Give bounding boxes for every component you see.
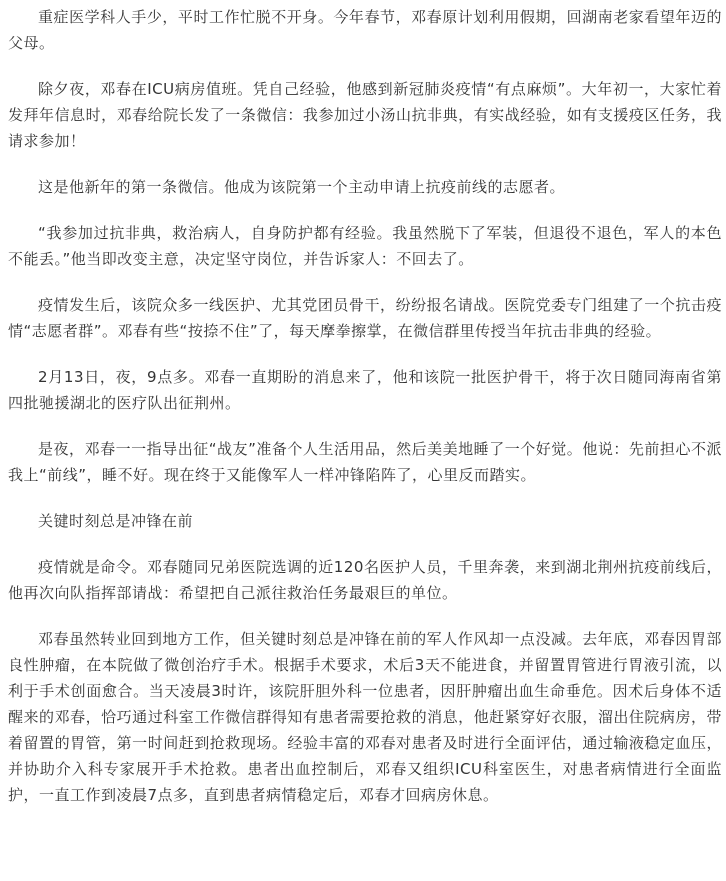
article-paragraph: 这是他新年的第一条微信。他成为该院第一个主动申请上抗疫前线的志愿者。: [38, 178, 566, 196]
article-paragraph: 邓春虽然转业回到地方工作，但关键时刻总是冲锋在前的军人作风却一点没减。去年底，邓春因胃部良性肿瘤，在本院做了微创治疗手术。根据手术要求，术后3天不能进食，并留置胃管进行胃液引流，以利于手术创面愈合。当天凌晨3时许，该院肝胆外科一位患者，因肝肿瘤出血生命垂危。因术后身体不适醒来的邓春，恰巧通过科室工作微信群得知有患者需要抢救的消息，他赶紧穿好衣服，溜出住院病房，带着留置的胃管，第一时间赶到抢救现场。经验丰富的邓春对患者及时进行全面评估，通过输液稳定血压，并协助介入科专家展开手术抢救。患者出血控制后，邓春又组织ICU科室医生，对患者病情进行全面监护，一直工作到凌晨7点多，直到患者病情稳定后，邓春才回病房休息。: [8, 630, 722, 804]
article-paragraph: 除夕夜，邓春在ICU病房值班。凭自己经验，他感到新冠肺炎疫情“有点麻烦”。大年初一，大家忙着发拜年信息时，邓春给院长发了一条微信：我参加过小汤山抗非典，有实战经验，如有支援疫区任务，我请求参加！: [8, 80, 722, 150]
section-heading: 关键时刻总是冲锋在前: [38, 512, 194, 530]
article-paragraph: 重症医学科人手少，平时工作忙脱不开身。今年春节，邓春原计划利用假期，回湖南老家看望年迈的父母。: [8, 8, 722, 52]
article-paragraph: 是夜，邓春一一指导出征“战友”准备个人生活用品，然后美美地睡了一个好觉。他说：先前担心不派我上“前线”，睡不好。现在终于又能像军人一样冲锋陷阵了，心里反而踏实。: [8, 440, 722, 484]
article-paragraph: 2月13日，夜，9点多。邓春一直期盼的消息来了，他和该院一批医护骨干，将于次日随同海南省第四批驰援湖北的医疗队出征荆州。: [8, 368, 722, 412]
article-paragraph: 疫情发生后，该院众多一线医护、尤其党团员骨干，纷纷报名请战。医院党委专门组建了一个抗击疫情“志愿者群”。邓春有些“按捺不住”了，每天摩拳擦掌，在微信群里传授当年抗击非典的经验。: [8, 296, 722, 340]
article-paragraph: 疫情就是命令。邓春随同兄弟医院选调的近120名医护人员，千里奔袭，来到湖北荆州抗疫前线后，他再次向队指挥部请战：希望把自己派往救治任务最艰巨的单位。: [8, 558, 722, 602]
article-paragraph: “我参加过抗非典，救治病人，自身防护都有经验。我虽然脱下了军装，但退役不退色，军人的本色不能丢。”他当即改变主意，决定坚守岗位，并告诉家人：不回去了。: [8, 224, 722, 268]
